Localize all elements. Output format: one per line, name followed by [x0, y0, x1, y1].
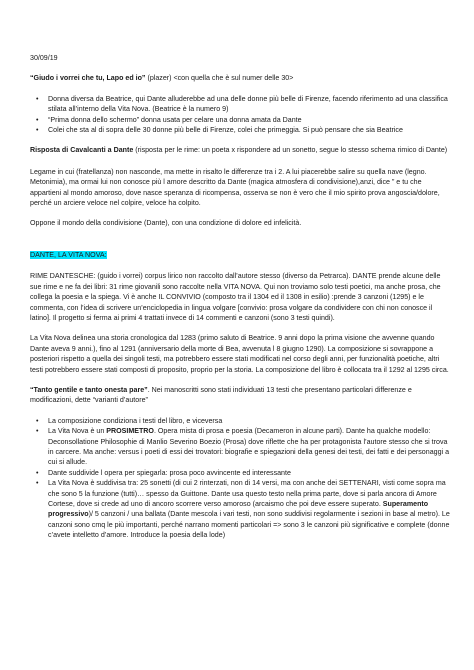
tanto-text: . Nei manoscritti sono stati individuati 13 testi che presentano particolari differenze e modificazioni, dette “varianti d’autore” [30, 385, 412, 405]
paragraph-oppone: Oppone il mondo della condivisione (Dante), con una condizione di dolore ed infelicità. [30, 219, 302, 228]
list-item: • La composizione condiziona i testi del libro, e viceversa [30, 416, 450, 426]
list-item: • La Vita Nova è un PROSIMETRO. Opera mista di prosa e poesia (Decameron in alcune parti). Dante ha qualche modello: Deconsollatione Philosophie di Manlio Severino Boezio (Prosa) dove riflette che ha per protagonista l’autore stesso che si trova in carcere. Ma anche: versus i poeti di essi dei trovatori: biografie e spiegazioni della genesi dei testi, dei fatti e dei personaggi a cui si allude. [30, 426, 450, 468]
list-item: • Colei che sta al di sopra delle 30 donne più belle di Firenze, colei che primeggia. Si può pensare che sia Beatrice [30, 125, 450, 135]
list-item: • La Vita Nova è suddivisa tra: 25 sonetti (di cui 2 rinterzati, non di 14 versi, ma con anche dei SETTENARI, visti come sopra ma che sono 5 la funzione (tutti)… spesso da Guittone. Dante usa questo testo nella prima parte, dove si parla ancora di Amore Cortese, dove si crede ad uno di ancoro scorrere verso amoroso (arcaismo che poi deve essere superato. Superamento progressivo)/ 5 canzoni / una ballata (Dante mescola i vari testi, non sono suddivisi regolarmente i sezioni in base al metro). Le canzoni sono cmq le più importanti, perché narrano momenti particolari => sono 3 le canzoni più significative e complete (donne c’avete intelletto d’amore. Introduce la poesia della lode) [30, 478, 450, 540]
list-item: • “Prima donna dello schermo” donna usata per celare una donna amata da Dante [30, 115, 450, 125]
risposta-title: Risposta di Cavalcanti a Dante [30, 146, 134, 155]
risposta-text: (risposta per le rime: un poeta x rispondere ad un sonetto, segue lo stesso schema rimico di Dante) [133, 146, 448, 155]
risposta-heading [30, 145, 450, 155]
list-item: • Dante suddivide l opera per spiegarla: prosa poco avvincente ed interessante [30, 468, 450, 478]
paragraph-legame: Legame in cui (fratellanza) non nasconde, ma mette in risalto le differenze tra i 2. A lui piacerebbe salire su quella nave (legno. Metonimia), ma ormai lui non conosce più l amore descritto da Dante (magica atmosfera di condivisione),anzi, dice ” e tu che appartieni al mondo amoroso, dove nasce speranza di ricompensa, osserva se non è vero che il mio spirito prova angoscia/dolore, perché un arciere veloce nel colpire, veloce ha colpito. [30, 167, 440, 208]
sonnet-bullet-list [30, 94, 450, 136]
date: 30/09/19 [30, 54, 58, 62]
list-item: • Donna diversa da Beatrice, qui Dante alluderebbe ad una delle donne più belle di Firenze, facendo riferimento ad una classifica stilata all’interno della Vita Nova. (Beatrice è la numero 9) [30, 94, 450, 115]
paragraph-vitanova: La Vita Nova delinea una storia cronologica dal 1283 (primo saluto di Beatrice. 9 anni dopo la prima visione che avvenne quando Dante aveva 9 anni.), fino al 1291 (anniversario della morte di Bea, avvenuta l 8 giugno 1290). La composizione si sovrappone a posteriori rispetto a quella dei singoli testi, ma potrebbero essere stati modificati nel corso degli anni, per funzionalità poetiche, altri testi potrebbero essere stati composti di proposito, proprio per la storia. La composizione del libro è collocata tra il 1292 al 1295 circa. [30, 334, 449, 374]
sonnet-heading [30, 73, 450, 83]
section-heading-text: DANTE, LA VITA NOVA: [30, 250, 107, 259]
paragraph-rime: RIME DANTESCHE: (guido i vorrei) corpus lirico non raccolto dall’autore stesso (diverso da Petrarca). DANTE prende alcune delle sue rime e ne fa dei libri: 31 rime giovanili sono raccolte nella VITA NOVA. Qui non troviamo solo testi poetici, ma anche prosa, che collega la poesia e la spiega. Vi è anche IL CONVIVIO (composto tra il 1304 ed il 1308 in esilio) :prende 3 canzoni (1295) e le commenta, con l’idea di scrivere un’enciclopedia in lingua volgare [convivio: prosa volgare da condividere con chi non conosce il latino]. Il progetto si ferma ai primi 4 trattati invece di 14 commenti e canzoni (sono 3 testi quindi). [30, 272, 441, 322]
tanto-title: “Tanto gentile e tanto onesta pare” [30, 385, 148, 394]
sonnet-meta: (plazer) <con quella che è sul numer delle 30> [145, 74, 294, 83]
document-page [30, 53, 450, 541]
section-heading [30, 250, 450, 260]
paragraph-tanto [30, 385, 450, 406]
vitanova-bullet-list [30, 416, 450, 541]
sonnet-title: “Giudo i vorrei che tu, Lapo ed io” [30, 74, 146, 83]
